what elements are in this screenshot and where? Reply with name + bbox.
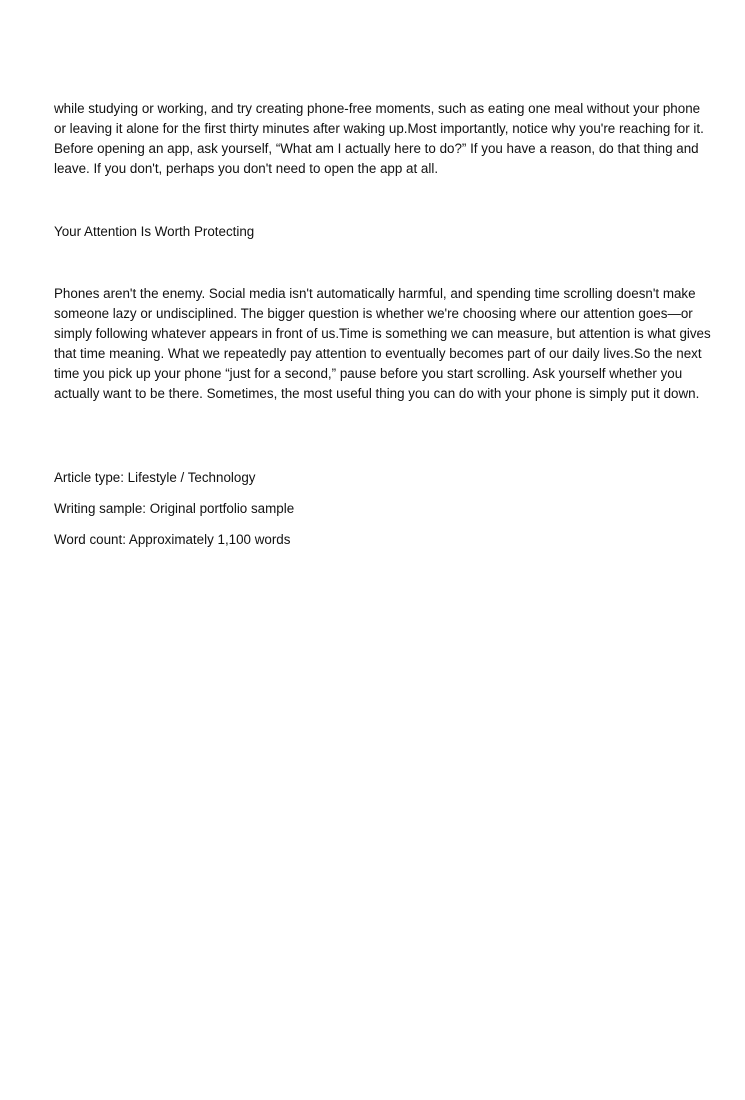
word-count-label: Word count: Approximately 1,100 words: [54, 532, 291, 547]
article-type-label: Article type: Lifestyle / Technology: [54, 470, 256, 485]
body-paragraph: Phones aren't the enemy. Social media isn't automatically harmful, and spending time scrolling doesn't make someone lazy or undisciplined. The bigger question is whether we're choosing where our attention goes—or simply following whatever appears in front of us.Time is something we can measure, but attention is what gives that time meaning. What we repeatedly pay attention to eventually becomes part of our daily lives.So the next time you pick up your phone “just for a second,” pause before you start scrolling. Ask yourself whether you actually want to be there. Sometimes, the most useful thing you can do with your phone is simply put it down.: [54, 286, 711, 401]
writing-sample-label: Writing sample: Original portfolio sample: [54, 501, 295, 516]
section-heading: Your Attention Is Worth Protecting: [54, 224, 255, 239]
body-paragraph: while studying or working, and try creating phone-free moments, such as eating one meal without your phone or leaving it alone for the first thirty minutes after waking up.Most importantly, notice why you're reaching for it. Before opening an app, ask yourself, “What am I actually here to do?” If you have a reason, do that thing and leave. If you don't, perhaps you don't need to open the app at all.: [54, 101, 704, 176]
